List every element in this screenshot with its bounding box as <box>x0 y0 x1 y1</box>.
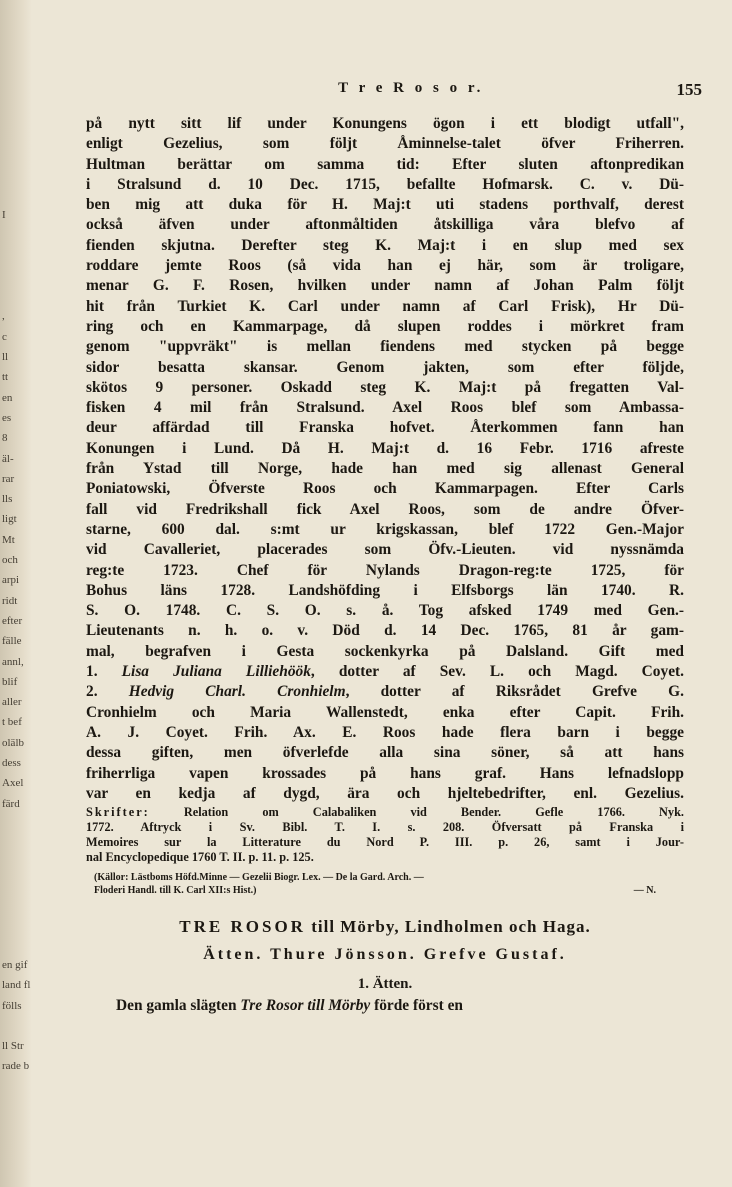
marriage-number: 2. <box>86 683 98 701</box>
spouse-name: Hedvig Charl. Cronhielm <box>128 683 346 701</box>
page-number: 155 <box>676 80 702 99</box>
sources-text: Floderi Handl. till K. Carl XII:s Hist.) <box>94 885 257 897</box>
text-line: fienden skjutna. Derefter steg K. Maj:t i en slup med sex <box>86 236 684 254</box>
bleed-fragment: färd <box>2 797 20 810</box>
running-head: T r e R o s o r. <box>338 80 484 96</box>
text-line: skötos 9 personer. Oskadd steg K. Maj:t på fregatten Val- <box>86 378 684 396</box>
subsection-heading: 1. Ätten. <box>357 975 413 992</box>
text-line: Cronhielm och Maria Wallenstedt, enka efter Capit. Frih. <box>86 703 684 721</box>
text-line: från Ystad till Norge, hade han med sig allenast General <box>86 460 684 478</box>
text-line: ring och en Kammarpage, då slupen roddes i mörkret fram <box>86 317 684 335</box>
text-line: reg:te 1723. Chef för Nylands Dragon-reg:te 1725, för <box>86 561 684 579</box>
marriage-detail: , dotter af Sev. L. och Magd. Coyet. <box>310 663 684 681</box>
bleed-fragment: en gif <box>2 960 28 971</box>
text-line: friherrliga vapen krossades på hans graf. Hans lefnadslopp <box>86 764 684 782</box>
text-line: deur affärdad till Franska hofvet. Återkommen fann han <box>86 419 684 437</box>
bleed-fragment: rar <box>2 472 15 485</box>
text-line: hit från Turkiet K. Carl under namn af Carl Frisk), Hr Dü- <box>86 297 684 315</box>
bleed-fragment <box>2 271 36 291</box>
bleed-fragment: c <box>2 330 7 343</box>
bleed-fragment: land fl <box>2 979 31 992</box>
bleed-fragment: Mt <box>2 533 15 546</box>
text-line: genom "uppvräkt" is mellan fiendens med stycken på begge <box>86 338 684 356</box>
bleed-fragment: arpi <box>2 574 20 587</box>
bleed-fragment: ridt <box>2 594 18 607</box>
text-line: menar G. F. Rosen, hvilken under namn af Johan Palm följt <box>86 277 684 295</box>
text-line: var en kedja af dygd, ära och hjeltebedrifter, enl. Gezelius. <box>86 784 684 802</box>
text-line: sidor besatta skansar. Genom jakten, som efter följde, <box>86 358 684 376</box>
writings-citation <box>86 805 684 865</box>
bleed-fragment: fölls <box>2 999 22 1012</box>
bleed-fragment: tt <box>2 371 9 384</box>
text-line: enligt Gezelius, som följt Åminnelse-talet öfver Friherren. <box>86 135 684 153</box>
text-run: förde först en <box>370 996 463 1014</box>
facing-page-bleed <box>2 210 36 819</box>
bleed-fragment: ligt <box>2 513 17 526</box>
body-text <box>86 114 684 1016</box>
author-signature: — N. <box>633 885 656 897</box>
writings-line: Memoires sur la Litterature du Nord P. III. p. 26, samt i Jour- <box>86 835 684 850</box>
bleed-fragment <box>2 251 36 271</box>
text-line: vid Cavalleriet, placerades som Öfv.-Lieuten. vid nyssnämda <box>86 541 684 559</box>
text-line: i Stralsund d. 10 Dec. 1715, befallte Hofmarsk. C. v. Dü- <box>86 175 684 193</box>
section-subtitle <box>86 945 684 965</box>
bleed-fragment: fälle <box>2 635 22 648</box>
text-line: dessa giften, men öfverlefde alla sina söner, så att hans <box>86 744 684 762</box>
writings-line: 1772. Aftryck i Sv. Bibl. T. I. s. 208. Öfversatt på Franska i <box>86 820 684 835</box>
bleed-fragment: dess <box>2 757 21 770</box>
bleed-fragment: 8 <box>2 432 8 445</box>
facing-page-bleed-lower <box>2 960 36 1082</box>
bleed-fragment: es <box>2 411 12 424</box>
bleed-fragment: Axel <box>2 777 24 790</box>
text-line: ben mig att duka för H. Maj:t uti stadens porthvalf, derest <box>86 196 684 214</box>
section-title-rest: till Mörby, Lindholmen och Haga. <box>305 917 591 937</box>
bleed-fragment: , <box>2 310 5 323</box>
bleed-fragment: rade b <box>2 1060 30 1073</box>
text-line: på nytt sitt lif under Konungens ögon i ett blodigt utfall", <box>86 115 684 132</box>
writings-first-line <box>86 805 684 820</box>
bleed-fragment: aller <box>2 696 22 709</box>
text-line: Konungen i Lund. Då H. Maj:t d. 16 Febr. 1716 afreste <box>86 439 684 457</box>
marriage-line-2 <box>86 682 684 702</box>
section-heading <box>86 917 684 937</box>
bleed-fragment <box>2 291 36 311</box>
bleed-fragment: en <box>2 391 13 404</box>
writings-label: Skrifter: <box>86 805 150 820</box>
marriage-number: 1. <box>86 663 98 681</box>
bleed-fragment: lls <box>2 493 13 506</box>
marriage-detail: , dotter af Riksrådet Grefve G. <box>345 683 684 701</box>
text-line: fall vid Fredrikshall fick Axel Roos, som de andre Öfver- <box>86 500 684 518</box>
text-line: Lieutenants n. h. o. v. Död d. 14 Dec. 1765, 81 år gam- <box>86 622 684 640</box>
bleed-fragment <box>2 1021 36 1041</box>
page-header <box>120 80 702 108</box>
section-first-line <box>86 996 684 1016</box>
book-page <box>36 0 732 1187</box>
bleed-fragment: ll Str <box>2 1040 24 1053</box>
bleed-fragment: äl- <box>2 452 14 465</box>
bleed-fragment: I <box>2 210 6 221</box>
text-line: Poniatowski, Öfverste Roos och Kammarpagen. Efter Carls <box>86 480 684 498</box>
text-line: starne, 600 dal. s:mt ur krigskassan, blef 1722 Gen.-Major <box>86 520 684 538</box>
bleed-fragment: olälb <box>2 736 24 749</box>
section-subtitle-text: Ätten. Thure Jönsson. Grefve Gustaf. <box>203 946 567 964</box>
bleed-fragment: annl, <box>2 655 24 668</box>
sources-note <box>86 871 684 897</box>
text-line: Bohus läns 1728. Landshöfding i Elfsborgs län 1740. R. <box>86 581 684 599</box>
text-line: A. J. Coyet. Frih. Ax. E. Roos hade flera barn i begge <box>86 723 684 741</box>
text-line: roddare jemte Roos (så vida han ej här, som är troligare, <box>86 257 684 275</box>
text-line: också äfven under aftonmåltiden åtskilliga våra blefvo af <box>86 216 684 234</box>
text-line: fisken 4 mil från Stralsund. Axel Roos blef som Ambassa- <box>86 399 684 417</box>
section-title-caps: TRE ROSOR <box>179 917 306 937</box>
writings-text: Relation om Calabaliken vid Bender. Gefle 1766. Nyk. <box>149 805 684 820</box>
marriage-line-1 <box>86 662 684 682</box>
sources-line: (Källor: Lästboms Höfd.Minne — Gezelii Biogr. Lex. — De la Gard. Arch. — <box>94 872 424 884</box>
text-line: S. O. 1748. C. S. O. s. å. Tog afsked 1749 med Gen.- <box>86 602 684 620</box>
writings-line: nal Encyclopedique 1760 T. II. p. 11. p. 125. <box>86 850 314 865</box>
sources-line <box>86 884 684 897</box>
text-run: Den gamla slägten <box>116 996 241 1014</box>
bleed-fragment: ll <box>2 351 9 364</box>
bleed-fragment: och <box>2 554 18 567</box>
bleed-fragment: efter <box>2 614 23 627</box>
italic-run: Tre Rosor till Mörby <box>240 996 371 1014</box>
spouse-name: Lisa Juliana Lilliehöök <box>121 663 311 681</box>
bleed-fragment: t bef <box>2 716 22 729</box>
text-line: mal, begrafven i Gesta sockenkyrka på Dalsland. Gift med <box>86 642 684 660</box>
bleed-fragment <box>2 230 36 250</box>
text-line: Hultman berättar om samma tid: Efter sluten aftonpredikan <box>86 155 684 173</box>
bleed-fragment: blif <box>2 675 18 688</box>
body-paragraph <box>86 114 684 662</box>
closing-paragraph <box>86 703 684 804</box>
